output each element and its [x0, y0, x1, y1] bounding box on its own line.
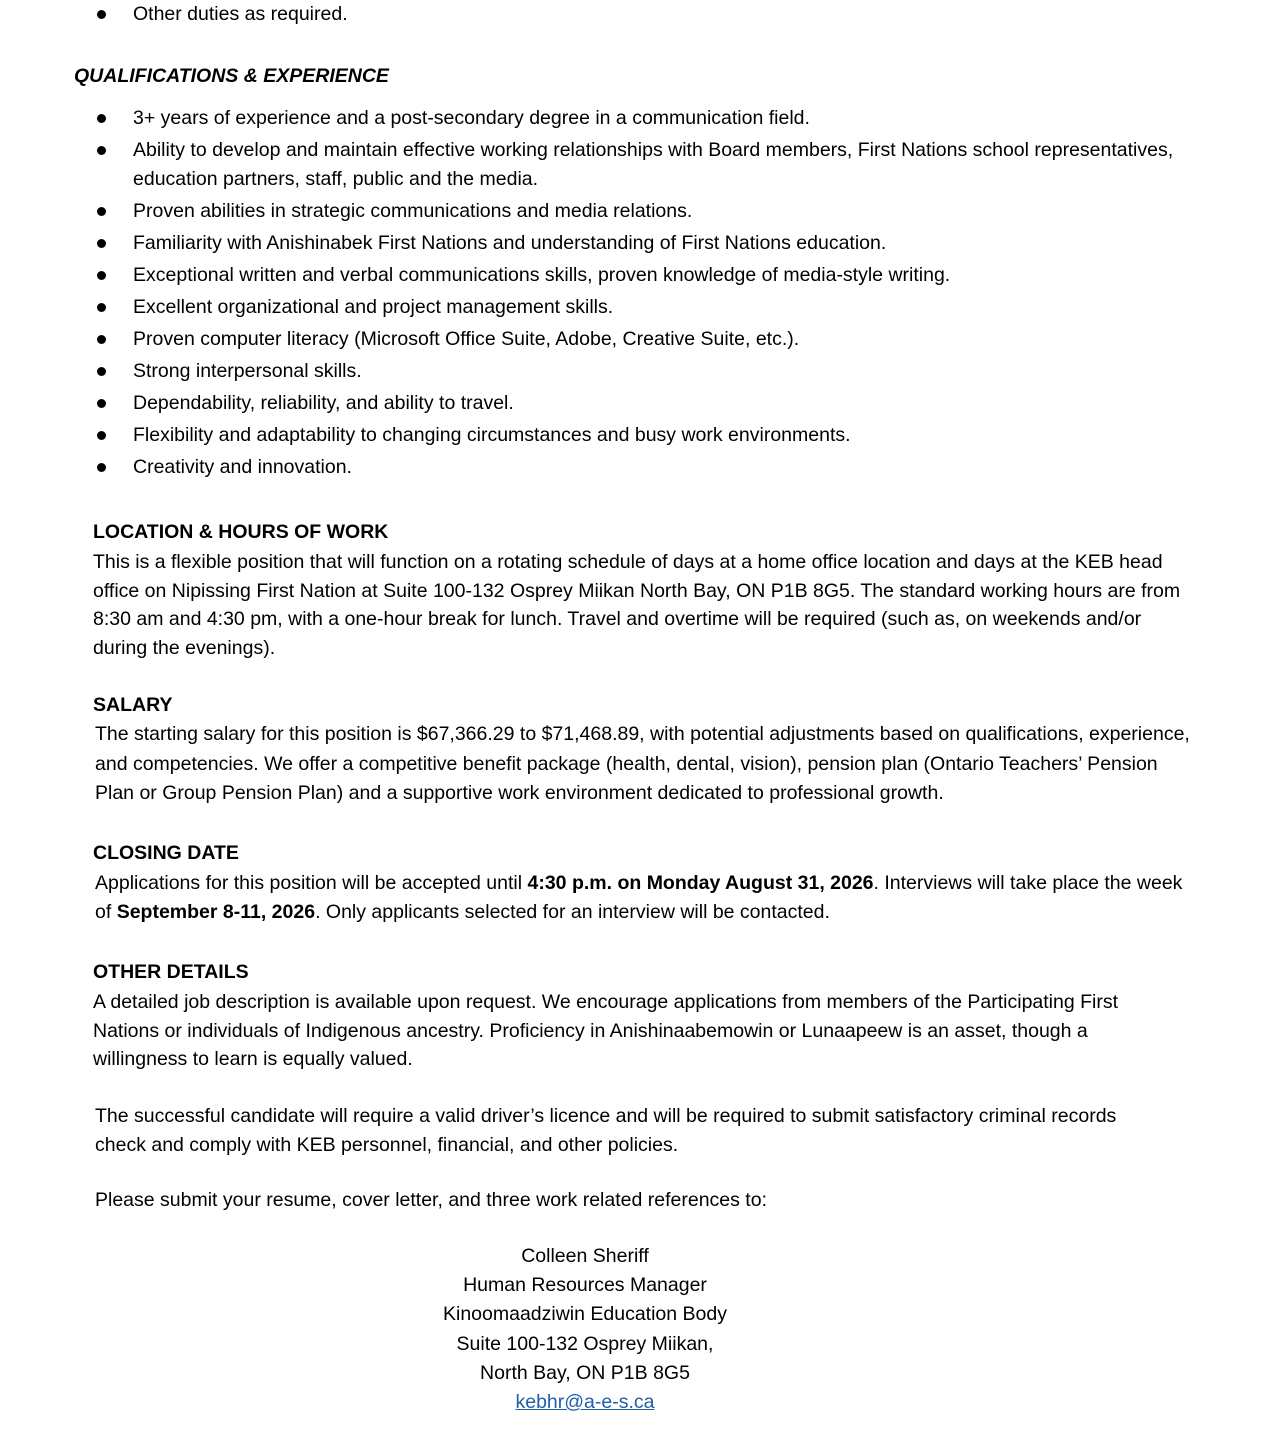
salary-text: The starting salary for this position is $67,366.29 to $71,468.89, with potential adjustments based on qualifications, experience, and competencies. We offer a competitive benefit package (health, dental, vision), pension plan (Ontario Teachers’ Pension Plan or Group Pension Plan) and a supportive work environment dedicated to professional growth. [95, 723, 1190, 804]
qualifications-heading: QUALIFICATIONS & EXPERIENCE [74, 65, 389, 87]
list-item: Exceptional written and verbal communications skills, proven knowledge of media-style writing. [97, 261, 1207, 290]
list-item: Excellent organizational and project management skills. [97, 293, 1207, 322]
duties-list [97, 0, 1207, 32]
list-item: 3+ years of experience and a post-secondary degree in a communication field. [97, 104, 1207, 133]
list-item: Ability to develop and maintain effective working relationships with Board members, First Nations school representatives, education partners, staff, public and the media. [97, 136, 1207, 193]
closing-date-text: Applications for this position will be accepted until 4:30 p.m. on Monday August 31, 2026. Interviews will take place the week of September 8-11, 2026. Only applicants selected for an interview will be contacted. [95, 872, 1183, 923]
other-details-heading: OTHER DETAILS [93, 961, 249, 983]
location-text: This is a flexible position that will function on a rotating schedule of days at a home office location and days at the KEB head office on Nipissing First Nation at Suite 100-132 Osprey Miikan North Bay, ON P1B 8G5. The standard working hours are from 8:30 am and 4:30 pm, with a one-hour break for lunch. Travel and overtime will be required (such as, on weekends and/or during the evenings). [93, 551, 1181, 659]
list-item: Flexibility and adaptability to changing circumstances and busy work environments. [97, 421, 1207, 450]
contact-email-link[interactable]: kebhr@a-e-s.ca [515, 1391, 655, 1414]
submission-instructions: Please submit your resume, cover letter, and three work related references to: [95, 1189, 767, 1211]
list-item: Other duties as required. [97, 0, 1207, 29]
contact-title: Human Resources Manager [463, 1274, 707, 1297]
contact-address-line-2: North Bay, ON P1B 8G5 [480, 1361, 690, 1384]
interview-dates: September 8-11, 2026 [116, 900, 316, 923]
contact-name: Colleen Sheriff [521, 1245, 649, 1267]
list-item: Dependability, reliability, and ability to travel. [97, 389, 1207, 418]
salary-heading: SALARY [93, 694, 173, 716]
location-heading: LOCATION & HOURS OF WORK [93, 521, 389, 543]
application-deadline: 4:30 p.m. on Monday August 31, 2026 [527, 872, 874, 894]
list-item: Familiarity with Anishinabek First Nations and understanding of First Nations education. [97, 229, 1207, 258]
closing-date-heading: CLOSING DATE [93, 842, 239, 864]
list-item: Strong interpersonal skills. [97, 357, 1207, 386]
list-item: Proven computer literacy (Microsoft Office Suite, Adobe, Creative Suite, etc.). [97, 325, 1207, 354]
list-item: Creativity and innovation. [97, 453, 1207, 482]
contact-organization: Kinoomaadziwin Education Body [442, 1303, 727, 1326]
list-item: Proven abilities in strategic communications and media relations. [97, 197, 1207, 226]
contact-block [385, 1242, 785, 1417]
requirements-text: The successful candidate will require a valid driver’s licence and will be required to submit satisfactory criminal records check and comply with KEB personnel, financial, and other policies. [95, 1105, 1117, 1156]
contact-address-line-1: Suite 100-132 Osprey Miikan, [456, 1332, 714, 1355]
other-details-text: A detailed job description is available upon request. We encourage applications from members of the Participating First Nations or individuals of Indigenous ancestry. Proficiency in Anishinaabemowin or Lunaapeew is an asset, though a willingness to learn is equally valued. [93, 991, 1119, 1070]
qualifications-list [97, 104, 1207, 485]
